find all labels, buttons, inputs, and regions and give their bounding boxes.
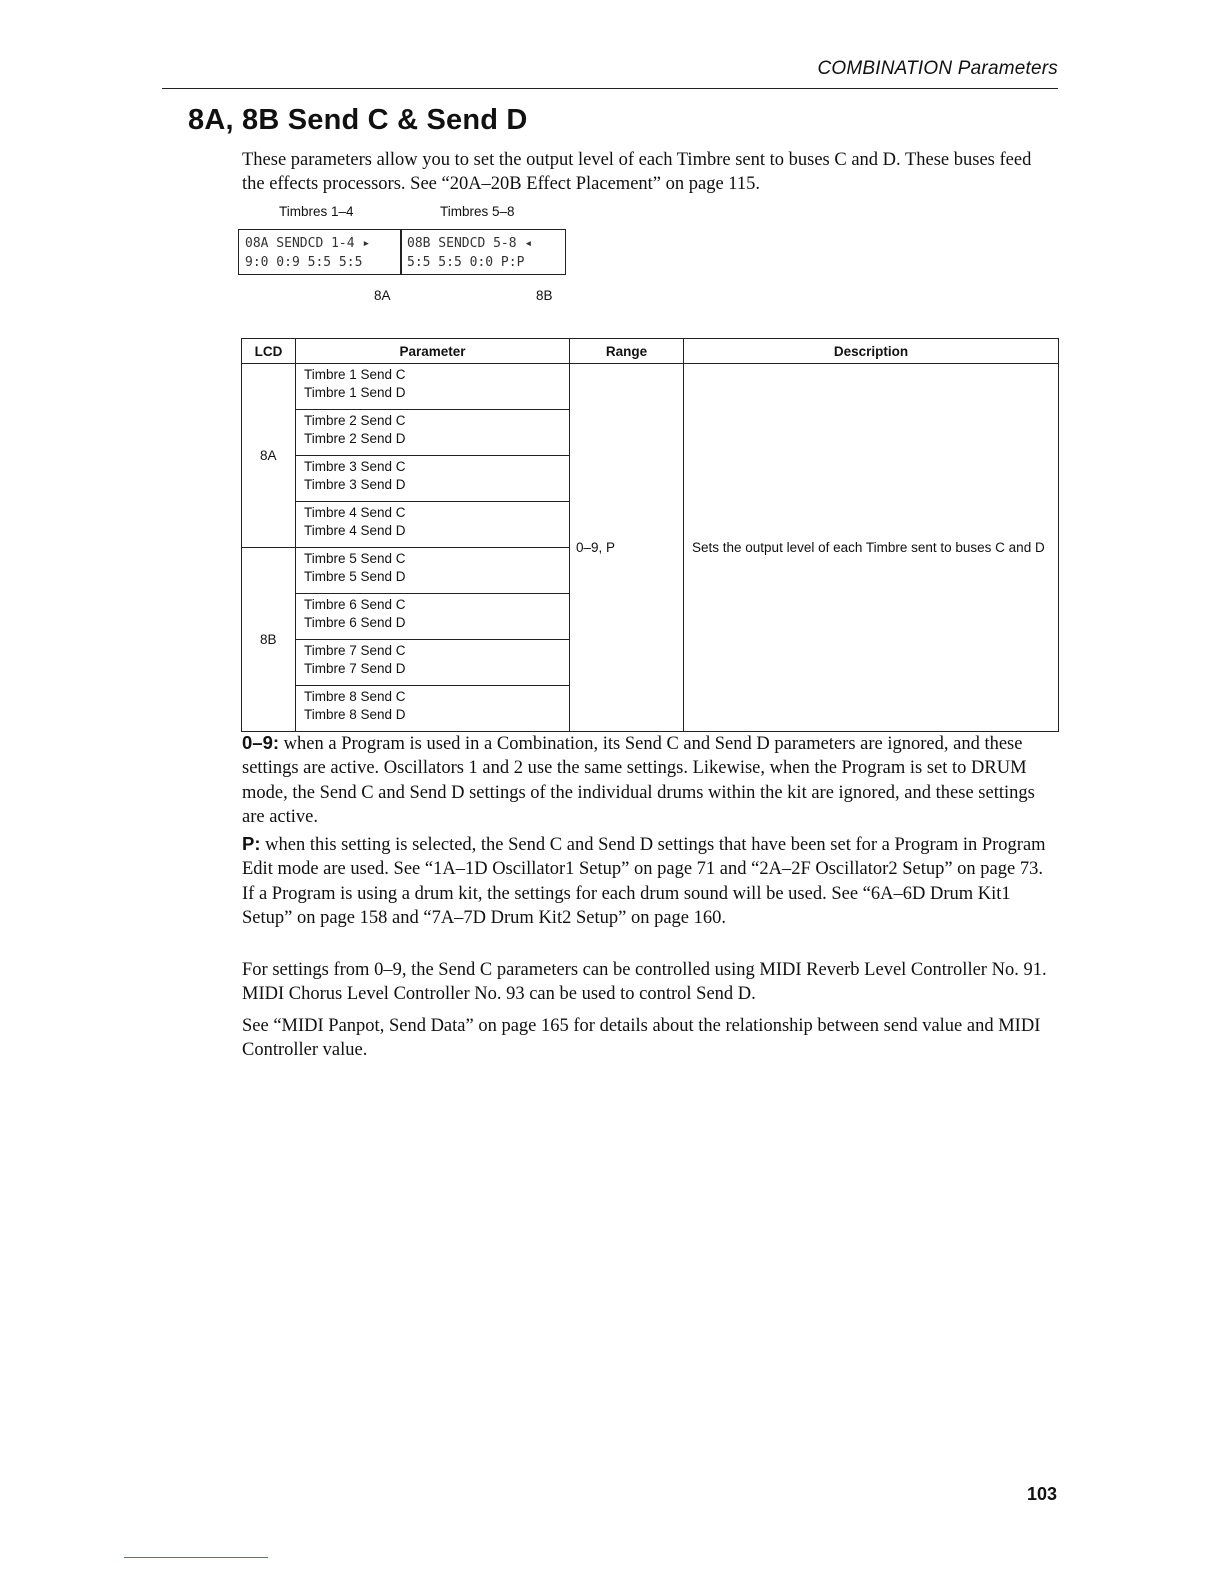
parameter-send-c: Timbre 2 Send C xyxy=(304,413,406,428)
lead-term-p: P: xyxy=(242,833,261,854)
table-header-row xyxy=(242,339,1059,364)
header-parameter: Parameter xyxy=(296,339,570,364)
parameter-send-d: Timbre 6 Send D xyxy=(304,615,406,630)
paragraph-range-0-9 xyxy=(242,731,1057,829)
parameter-send-c: Timbre 3 Send C xyxy=(304,459,406,474)
parameter-cell xyxy=(296,456,570,502)
parameter-cell xyxy=(296,364,570,410)
lcd-8b-line1: 08B SENDCD 5-8 ◂ xyxy=(407,236,533,251)
lcd-caption-8a: 8A xyxy=(374,288,391,303)
section-title: 8A, 8B Send C & Send D xyxy=(188,104,528,136)
parameter-send-c: Timbre 4 Send C xyxy=(304,505,406,520)
parameter-send-c: Timbre 1 Send C xyxy=(304,367,406,382)
footnote-rule xyxy=(124,1557,268,1558)
parameter-cell xyxy=(296,548,570,594)
paragraph-range-p xyxy=(242,832,1057,930)
parameter-cell xyxy=(296,686,570,732)
parameter-send-d: Timbre 5 Send D xyxy=(304,569,406,584)
paragraph-text: when a Program is used in a Combination, its Send C and Send D parameters are ignored, and these settings are active. Oscillators 1 and 2 use the same settings. Likewise, when the Program is set to DRUM mode, the Send C and Send D settings of the individual drums within the kit are ignored, and these settings are active. xyxy=(242,734,1035,827)
lcd-8a-line2: 9:0 0:9 5:5 5:5 xyxy=(245,255,363,270)
lcd-caption-8b: 8B xyxy=(536,288,553,303)
intro-paragraph: These parameters allow you to set the output level of each Timbre sent to buses C and D. These buses feed the effects processors. See “20A–20B Effect Placement” on page 115. xyxy=(242,150,1032,194)
parameter-send-d: Timbre 3 Send D xyxy=(304,477,406,492)
paragraph-text: when this setting is selected, the Send C and Send D settings that have been set for a Program in Program Edit mode are used. See “1A–1D Oscillator1 Setup” on page 71 and “2A–2F Oscillator2 Setup” on page 73. If a Program is using a drum kit, the settings for each drum sound will be used. See “6A–6D Drum Kit1 Setup” on page 158 and “7A–7D Drum Kit2 Setup” on page 160. xyxy=(242,835,1046,928)
page-number: 103 xyxy=(1026,1484,1057,1504)
parameter-cell xyxy=(296,640,570,686)
lcd-screen-8a xyxy=(238,229,402,275)
paragraph-midi-controllers: For settings from 0–9, the Send C parameters can be controlled using MIDI Reverb Level Controller No. 91. MIDI Chorus Level Controller No. 93 can be used to control Send D. xyxy=(242,960,1047,1005)
header-lcd: LCD xyxy=(242,339,296,364)
range-cell: 0–9, P xyxy=(570,364,684,732)
lcd-label-timbres-5-8: Timbres 5–8 xyxy=(440,204,515,219)
parameter-send-d: Timbre 1 Send D xyxy=(304,385,406,400)
parameter-send-c: Timbre 6 Send C xyxy=(304,597,406,612)
parameter-cell xyxy=(296,410,570,456)
parameter-send-c: Timbre 8 Send C xyxy=(304,689,406,704)
parameter-send-d: Timbre 7 Send D xyxy=(304,661,406,676)
parameter-cell xyxy=(296,594,570,640)
description-cell: Sets the output level of each Timbre sent to buses C and D xyxy=(684,364,1059,732)
header-rule xyxy=(162,88,1058,89)
running-header: COMBINATION Parameters xyxy=(817,58,1058,79)
lcd-screen-8b xyxy=(400,229,566,275)
lcd-label-timbres-1-4: Timbres 1–4 xyxy=(279,204,354,219)
table-row xyxy=(242,364,1059,410)
parameter-send-d: Timbre 8 Send D xyxy=(304,707,406,722)
parameter-send-d: Timbre 4 Send D xyxy=(304,523,406,538)
header-range: Range xyxy=(570,339,684,364)
parameter-send-d: Timbre 2 Send D xyxy=(304,431,406,446)
parameter-table xyxy=(241,338,1059,732)
lcd-cell-8a: 8A xyxy=(242,364,296,548)
header-description: Description xyxy=(684,339,1059,364)
parameter-send-c: Timbre 7 Send C xyxy=(304,643,406,658)
lcd-cell-8b: 8B xyxy=(242,548,296,732)
lead-term-0-9: 0–9: xyxy=(242,732,280,753)
parameter-send-c: Timbre 5 Send C xyxy=(304,551,406,566)
paragraph-see-also: See “MIDI Panpot, Send Data” on page 165 for details about the relationship between send value and MIDI Controller value. xyxy=(242,1016,1041,1061)
lcd-8a-line1: 08A SENDCD 1-4 ▸ xyxy=(245,236,371,251)
parameter-cell xyxy=(296,502,570,548)
lcd-8b-line2: 5:5 5:5 0:0 P:P xyxy=(407,255,525,270)
